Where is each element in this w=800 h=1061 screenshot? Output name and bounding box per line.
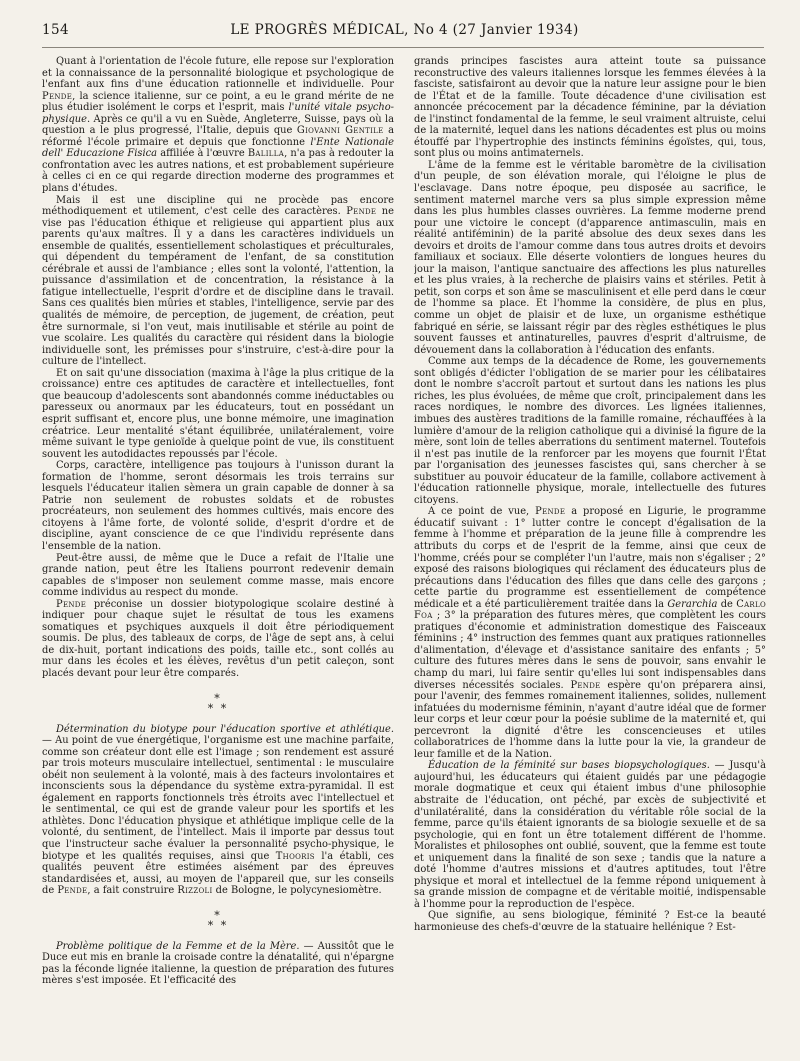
author-name: Pende: [42, 90, 73, 102]
paragraph: L'âme de la femme est le véritable baromètre de la civilisation d'un peuple, de son élévation morale, qui l'éloigne le plus de l'esclavage. Dans notre époque, peu disposée au sacrifice, le sentiment maternel marche vers sa plus simple expression même dans les plus humbles classes ouvrières. La femme moderne prend pour une victoire le concept (d'apparence antimasculin, mais en réalité antiféminin) de la parité absolue des deux sexes dans les devoirs et droits de l'amour comme dans tous autres droits et devoirs familiaux et sociaux. Elle déserte volontiers de longues heures du jour la maison, l'antique sanctuaire des affections les plus naturelles et les plus vraies, à la recherche de plaisirs vains et stériles. Petit à petit, son corps et son âme se masculinisent et elle perd dans le cœur de l'homme sa place. Et l'homme la considère, de plus en plus, comme un objet de plaisir et de luxe, un organisme esthétique fabriqué en série, se laissant régir par des règles esthétiques le plus souvent fausses et antinaturelles, pauvres d'esprit d'altruisme, de dévouement dans la collaboration à l'éducation des enfants.: [414, 159, 766, 356]
section-separator: * * *: [207, 908, 229, 932]
journal-title: LE PROGRÈS MÉDICAL, No 4 (27 Janvier 1934): [230, 22, 579, 38]
paragraph: Mais il est une discipline qui ne procède pas encore méthodiquement et utilement, c'est celle des caractères. Pende ne vise pas l'éducation éthique et religieuse qui appartient plus aux parents qu'aux maîtres. Il y a dans les caractères individuels un ensemble de qualités, essentiellement scholastiques et préculturales, qui dépendent du tempérament de l'enfant, de sa constitution cérébrale et aussi de l'ambiance ; elles sont la volonté, l'attention, la puissance d'assimilation et de concentration, la résistance à la fatigue intellectuelle, l'esprit d'ordre et de discipline dans le travail. Sans ces qualités bien mûries et stables, l'intelligence, servie par des qualités de mémoire, de perception, de jugement, de création, peut être surnormale, si l'on veut, mais inutilisable et stérile au point de vue scolaire. Les qualités du caractère qui résident dans la biologie individuelle sont, les prémisses pour s'instruire, c'est-à-dire pour la culture de l'intellect.: [42, 194, 394, 368]
paragraph: Corps, caractère, intelligence pas toujours à l'unisson durant la formation de l'homme, seront désormais les trois terrains sur lesquels l'éducateur italien sèmera un grain capable de donner à sa Patrie non seulement de robustes soldats et de robustes procréateurs, non seulement des hommes cultivés, mais encore des citoyens à l'âme forte, de volonté solide, d'esprit d'ordre et de discipline, ayant conscience de ce que l'individu représente dans l'ensemble de la nation.: [42, 460, 394, 552]
paragraph: grands principes fascistes aura atteint toute sa puissance reconstructive des valeurs italiennes lorsque les femmes élevées à la fasciste, satisfairont au devoir que la nature leur assigne pour le bien de l'État et de la famille. Toute décadence d'une civilisation est annoncée précocement par la décadence féminine, par la déviation de l'instinct fondamental de la femme, le seul vraiment altruiste, celui de la maternité, lequel dans les nations décadentes est plus ou moins étouffé par l'hypertrophie des instincts féminins égoïstes, qui, tous, sont plus ou moins antimaternels.: [414, 56, 766, 160]
left-column: [42, 56, 394, 1046]
paragraph: Éducation de la féminité sur bases biopsychologiques. — Jusqu'à aujourd'hui, les éducateurs qui étaient guidés par une pédagogie morale dogmatique et ceux qui étaient imbus d'une philosophie abstraite de l'éducation, ont péché, par excès de subjectivité et d'unilatéralité, dans la considération du véritable rôle social de la femme, parce qu'ils étaient ignorants de sa biologie sexuelle et de sa psychologie, qui en font un être totalement différent de l'homme. Moralistes et philosophes ont oublié, souvent, que la femme est toute et uniquement dans la finalité de son sexe ; tandis que la nature a doté l'homme d'autres missions et d'autres aptitudes, tout l'être physique et moral et intellectuel de la femme répond uniquement à sa grande mission de compagne et de véritable moitié, indispensable à l'homme pour la reproduction de l'espèce.: [414, 760, 766, 910]
paragraph: Que signifie, au sens biologique, féminité ? Est-ce la beauté harmonieuse des chefs-d'œuvre de la statuaire hellénique ? Est-: [414, 910, 766, 934]
paragraph: A ce point de vue, Pende a proposé en Ligurie, le programme éducatif suivant : 1° lutter contre le concept d'égalisation de la femme à l'homme et préparation de la jeune fille à comprendre les attributs du corps et de l'esprit de la femme, ainsi que ceux de l'homme, créés pour se compléter l'un l'autre, mais non s'égaliser ; 2° exposé des raisons biologiques qui réclament des éducateurs plus de précautions dans l'éducation des filles que dans celle des garçons ; cette partie du programme est essentiellement de compétence médicale et a été particulièrement traitée dans la Gerarchia de Carlo Foa ; 3° la préparation des futures mères, que complètent les cours pratiques d'économie et administration domestique des Faisceaux féminins ; 4° instruction des femmes quant aux pratiques rationnelles d'alimentation, d'élevage et d'assistance sanitaire des enfants ; 5° culture des futures mères dans le sens de pouvoir, sans envahir le champ du mari, lui faire sentir qu'elles lui sont indispensables dans diverses nécessités sociales. Pende espère qu'on préparera ainsi, pour l'avenir, des femmes romainement italiennes, solides, nullement infatuées du modernisme féminin, n'ayant d'autre idéal que de former leur corps et leur cœur pour la poésie sublime de la maternité et, qui percevront la dignité d'être les conscencieuses et utiles collaboratrices de l'homme dans la lutte pour la vie, la grandeur de leur famille et de la Nation.: [414, 506, 766, 760]
section-heading: Détermination du biotype pour l'éducation sportive et athlétique.: [56, 723, 394, 735]
paragraph: Pende préconise un dossier biotypologique scolaire destiné à indiquer pour chaque sujet le résultat de tous les examens somatiques et psychiques auxquels il doit être périodiquement soumis. De plus, des tableaux de corps, de l'âge de sept ans, à celui de dix-huit, portant indications des poids, taille etc., sont collés au mur dans les écoles et les élèves, revêtus d'un petit caleçon, sont placés devant pour leur être comparés.: [42, 598, 394, 679]
right-column: [414, 56, 766, 1046]
section-heading: Éducation de la féminité sur bases biopsychologiques.: [428, 760, 710, 772]
author-name: Giovanni Gentile: [296, 125, 384, 137]
paragraph: Et on sait qu'une dissociation (maxima à l'âge la plus critique de la croissance) entre ces aptitudes de caractère et intellectuelles, font que beaucoup d'adolescents sont abandonnés comme inéductables ou paresseux ou anormaux par les éducateurs, tout en possédant un esprit suffisant et, encore plus, une bonne mémoire, une imagination créatrice. Leur mentalité s'étant équilibrée, unilatéralement, voire même suivant le type genioïde à quelque point de vue, ils constituent souvent les autodidactes repoussés par l'école.: [42, 367, 394, 460]
paragraph: Détermination du biotype pour l'éducation sportive et athlétique. — Au point de vue énergétique, l'organisme est une machine parfaite, comme son créateur dont elle est l'image ; son rendement est assuré par trois moteurs musculaire intellectuel, sentimental : le musculaire obéit non seulement à la volonté, mais à des facteurs involontaires et inconscients sous la dépendance du système extra-pyramidal. Il est également en rapports fonctionnels très étroits avec l'intellectuel et le sentimental, ce qui est de grande valeur pour les sportifs et les athlètes. Donc l'éducation physique et athlétique implique celle de la volonté, du sentiment, de l'intellect. Mais il importe par dessus tout que l'instructeur sache évaluer la personnalité psycho-physique, le biotype et les qualités requises, ainsi que Thooris l'a établi, ces qualités peuvent être estimées aisément par des épreuves standardisées et, aussi, au moyen de l'appareil que, sur les conseils de Pende, a fait construire Rizzoli de Bologne, le polycynesiomètre.: [42, 723, 394, 897]
page-number: 154: [42, 22, 69, 38]
paragraph: Peut-être aussi, de même que le Duce a refait de l'Italie une grande nation, peut être les Italiens pourront redevenir demain capables de s'imposer non seulement comme masse, mais encore comme individus au respect du monde.: [42, 552, 394, 599]
section-separator: * * *: [207, 691, 229, 715]
paragraph: Comme aux temps de la décadence de Rome, les gouvernements sont obligés d'édicter l'obligation de se marier pour les célibataires dont le nombre s'accroît partout et surtout dans les nations les plus riches, les plus évoluées, de même que croît, principalement dans les races nordiques, le nombre des divorces. Les lignées italiennes, imbues des austères traditions de la famille romaine, réchauffées à la lumière d'amour de la religion catholique qui a divinisé la figure de la mère, sont loin de telles aberrations du sentiment maternel. Toutefois il n'est pas inutile de la renforcer par les moyens que fournit l'État par l'organisation des jeunesses fascistes qui, sans chercher à se substituer au pouvoir éducateur de la famille, collabore activement à l'éducation rationnelle physique, morale, intellectuelle des futures citoyens.: [414, 356, 766, 506]
text-columns: [42, 56, 766, 1046]
paragraph: Quant à l'orientation de l'école future, elle repose sur l'exploration et la connaissance de la personnalité biologique et psychologique de l'enfant aux fins d'une éducation rationnelle et individuelle. Pour Pende, la science italienne, sur ce point, a eu le grand mérite de ne plus étudier isolément le corps et l'esprit, mais l'unité vitale psycho-physique. Après ce qu'il a vu en Suède, Angleterre, Suisse, pays où la question a le plus progressé, l'Italie, depuis que Giovanni Gentile a réformé l'école primaire et depuis que fonctionne l'Ente Nationale dell' Educazione Fisica affiliée à l'œuvre Balilla, n'a pas à redouter la confrontation avec les autres nations, et est probablement supérieure à celles ci en ce qui regarde direction moderne des programmes et plans d'études.: [42, 56, 394, 195]
running-header: [42, 22, 764, 48]
paragraph: Problème politique de la Femme et de la Mère. — Aussitôt que le Duce eut mis en branle la croisade contre la dénatalité, qui n'épargne pas la féconde lignée italienne, la question de préparation des futures mères s'est imposée. Et l'efficacité des: [42, 940, 394, 987]
section-heading: Problème politique de la Femme et de la Mère.: [56, 940, 300, 952]
